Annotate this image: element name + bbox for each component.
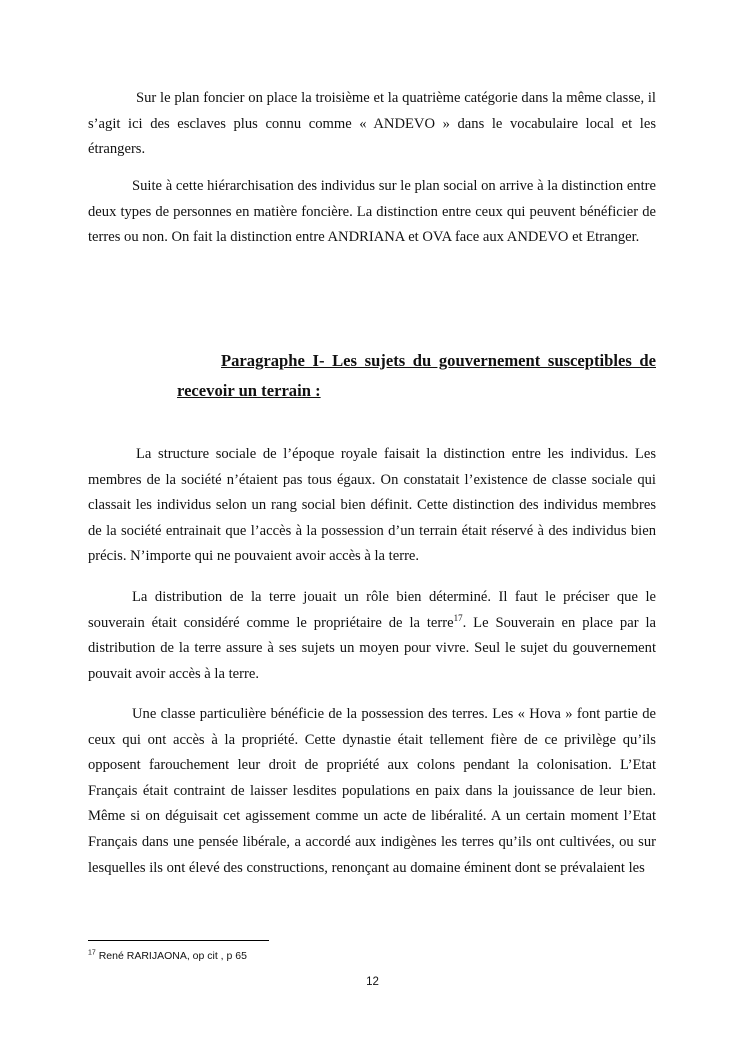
section-heading-line-1: Paragraphe I- Les sujets du gouvernement susceptibles de — [221, 351, 656, 370]
page-number: 12 — [366, 976, 379, 988]
paragraph-3-text: La structure sociale de l’époque royale faisait la distinction entre les individus. Les membres de la société n’étaient pas tous égaux. On constatait l’existence de classe sociale qui classait les individus selon un rang social bien définit. Cette distinction des individus membres de la société entrainait que l’accès à la possession d’un terrain était réservé à des individus bien précis. N’importe qui ne pouvaient avoir accès à la terre. — [88, 446, 656, 565]
body-paragraph-5 — [88, 702, 656, 881]
footnote-text: René RARIJAONA, op cit , p 65 — [95, 950, 247, 962]
footnote-separator — [88, 940, 269, 941]
body-paragraph-4 — [88, 585, 656, 687]
paragraph-4-text-end: . Le Souverain en place par la distribution de la terre assure à ses sujets un moyen pour vivre. Seul le sujet du gouvernement pouvait avoir accès à la terre. — [88, 614, 656, 682]
footnote-reference: 17 — [453, 612, 463, 623]
body-paragraph-3 — [88, 442, 656, 570]
section-heading-line-2: recevoir un terrain : — [177, 381, 321, 400]
paragraph-4-text-start: La distribution de la terre jouait un rôle bien déterminé. Il faut le préciser que le souverain était considéré comme le propriétaire de la terre — [88, 589, 656, 631]
paragraph-1-text: Sur le plan foncier on place la troisième et la quatrième catégorie dans la même classe, il s’agit ici des esclaves plus connu comme « ANDEVO » dans le vocabulaire local et les étrangers. — [88, 90, 656, 158]
paragraph-5-text: Une classe particulière bénéficie de la possession des terres. Les « Hova » font partie de ceux qui ont accès à la propriété. Cette dynastie était tellement fière de ce privilège qu’ils opposent farouchement leur droit de propriété aux colons pendant la colonisation. L’Etat Français était contraint de laisser lesdites populations en paix dans la jouissance de leur bien. Même si on déguisait cet agissement comme un acte de libéralité. A un certain moment l’Etat Français dans une pensée libérale, a accordé aux indigènes les terres qu’ils ont cultivées, ou sur lesquelles ils ont élevé des constructions, renonçant au domaine éminent dont se prévalaient les — [88, 706, 656, 876]
body-paragraph-1 — [88, 86, 656, 163]
footnote — [88, 949, 247, 963]
footnote-number: 17 — [88, 949, 96, 957]
body-paragraph-2 — [88, 174, 656, 251]
paragraph-2-text: Suite à cette hiérarchisation des individus sur le plan social on arrive à la distinction entre deux types de personnes en matière foncière. La distinction entre ceux qui peuvent bénéficier de terres ou non. On fait la distinction entre ANDRIANA et OVA face aux ANDEVO et Etranger. — [88, 178, 656, 246]
